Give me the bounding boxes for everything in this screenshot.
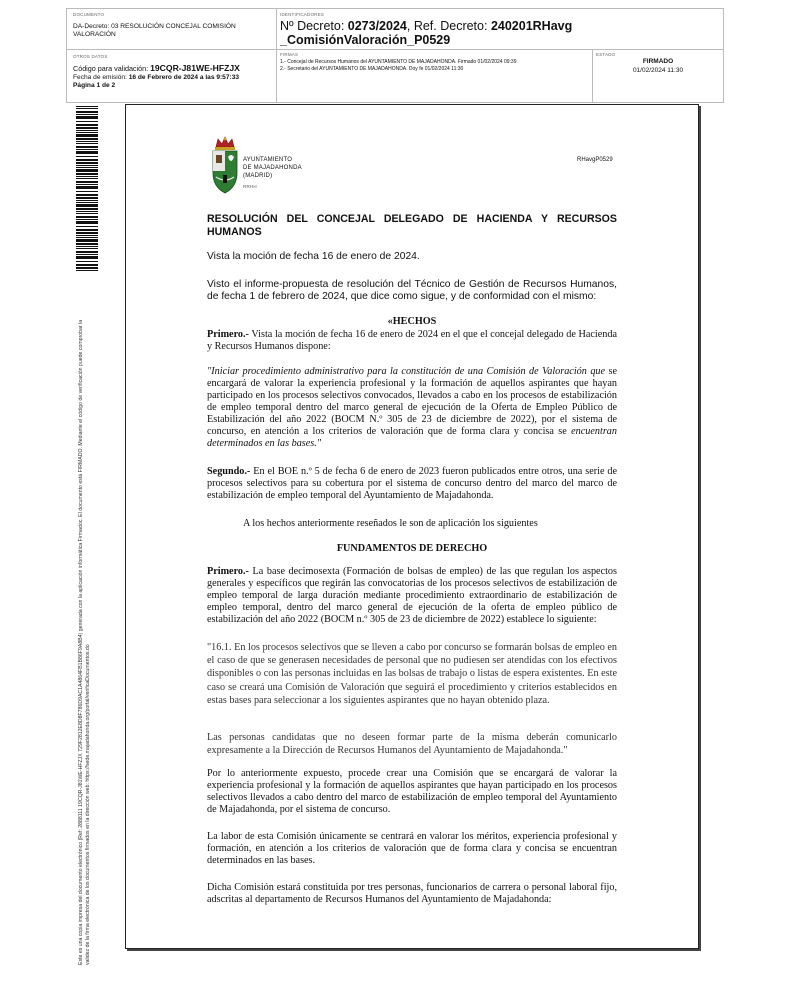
primero-label: Primero.- [207, 329, 249, 340]
estado-label: ESTADO [596, 52, 616, 57]
barcode-bar [76, 138, 98, 140]
segundo-text: En el BOE n.º 5 de fecha 6 de enero de 2023 fueron publicados entre otros, una serie de procesos selectivos para su cobertura por el sistema de concurso dentro del marco del marco de estabilización de empleo temporal del Ayuntamiento de Majadahonda. [207, 466, 617, 501]
barcode-bar [76, 219, 98, 220]
ref-prefix: , Ref. Decreto: [406, 19, 491, 33]
fundamentos-primero [207, 566, 617, 626]
barcode-bar [76, 156, 98, 157]
quote-italic-start: "Iniciar procedimiento administrativo para la constitución de una Comisión de Valoración que [207, 366, 606, 377]
quote-italic-end: encuentran determinados en las bases." [207, 426, 617, 449]
fundamentos-heading: FUNDAMENTOS DE DERECHO [336, 543, 488, 554]
reference-code: RHavgP0529 [577, 157, 613, 163]
barcode-bar [76, 194, 98, 196]
decreto-prefix: Nº Decreto: [280, 19, 348, 33]
paragraph-anteriormente: Por lo anteriormente expuesto, procede crear una Comisión que se encargará de valorar la experiencia profesional y la formación de aquellos aspirantes que hayan participado en los procesos selectivos llevados a cabo dentro del marco de estabilización de empleo temporal del Ayuntamiento de Majadahonda, por el sistema de concurso. [207, 768, 617, 815]
barcode-bar [76, 108, 98, 109]
paragraph-labor: La labor de esta Comisión únicamente se centrará en valorar los méritos, experiencia profesional y formación, en atención a los criterios de valoración que de forma clara y concisa se encuentran determinados en las bases. [207, 831, 617, 866]
barcode-bar [76, 106, 98, 107]
fecha-emision [73, 74, 239, 81]
barcode-bar [76, 132, 98, 133]
barcode-bar [76, 165, 98, 166]
barcode-bar [76, 186, 98, 189]
barcode-bar [76, 211, 98, 212]
firmas-label: FIRMAS [280, 52, 299, 57]
f-primero-label: Primero.- [207, 566, 249, 577]
barcode-bar [76, 216, 98, 218]
city-name [243, 156, 302, 191]
resolution-title: RESOLUCIÓN DEL CONCEJAL DELEGADO DE HACIENDA Y RECURSOS HUMANOS [207, 213, 617, 238]
paragraph-vista-mocion: Vista la moción de fecha 16 de enero de 2024. [207, 251, 420, 262]
hechos-segundo [207, 466, 617, 502]
barcode-bar [76, 202, 98, 203]
barcode-bar [76, 130, 98, 131]
barcode-bar [76, 162, 98, 164]
quote-base-decimosexta: "16.1. En los procesos selectivos que se lleven a cabo por concurso se formarán bolsas de empleo en el caso de que se generasen necesidades de personal que no pudiesen ser atendidas con los efectivos disponibles o con las personas incluidas en las bolsas de trabajo o listas de espera existentes. En este caso se creará una Comisión de Valoración que seguirá el procedimiento y criterios establecidos en estas bases para seleccionar a los siguientes aspirantes que no hayan obtenido plaza. [207, 642, 617, 706]
barcode-bar [76, 146, 98, 148]
primero-text: Vista la moción de fecha 16 de enero de 2024 en el que el concejal delegado de Hacienda y Recursos Humanos dispone: [207, 329, 617, 352]
barcode-bar [76, 208, 98, 210]
barcode-bar [76, 127, 98, 129]
barcode-bar [76, 229, 98, 231]
barcode-bar [76, 200, 98, 201]
barcode-bar [76, 178, 98, 179]
barcode-bar [76, 264, 98, 266]
ref-line2: _ComisiónValoración_P0529 [280, 33, 451, 47]
barcode-bar [76, 197, 98, 199]
barcode-bar [76, 159, 98, 161]
barcode-bar [76, 221, 98, 224]
quote-candidatas: Las personas candidatas que no deseen formar parte de la misma deberán comunicarlo expresamente a la Dirección de Recursos Humanos del Ayuntamiento de Majadahonda." [207, 732, 617, 757]
barcode-bar [76, 191, 98, 192]
barcode-bar [76, 237, 98, 238]
barcode-bar [76, 256, 98, 259]
barcode-bar [76, 251, 98, 253]
barcode-bar [76, 267, 98, 269]
city-line-2: DE MAJADAHONDA [243, 165, 302, 171]
documento-label: DOCUMENTO [73, 12, 105, 17]
quote-mocion [207, 366, 617, 450]
fecha-prefix: Fecha de emisión: [73, 74, 129, 81]
hechos-heading: «HECHOS [387, 316, 437, 327]
codigo-value: 19CQR-J81WE-HFZJX [150, 63, 240, 73]
documento-cell [67, 9, 277, 50]
barcode-bar [76, 213, 98, 214]
barcode-bar [76, 254, 98, 255]
codigo-validacion [73, 63, 240, 73]
documento-value: DA-Decreto: 03 RESOLUCIÓN CONCEJAL COMISIÓN VALORACIÓN [73, 23, 236, 38]
decreto-number: 0273/2024 [347, 19, 407, 33]
barcode-bar [76, 184, 98, 185]
decreto-line [280, 19, 572, 33]
barcode-bar [76, 173, 98, 175]
barcode-bar [76, 116, 98, 119]
identificadores-label: IDENTIFICADORES [280, 12, 325, 17]
identificadores-cell [277, 9, 723, 50]
barcode-bar [76, 243, 98, 245]
barcode-bar [76, 246, 98, 247]
barcode-bar [76, 248, 98, 249]
otros-datos-cell [67, 50, 277, 102]
barcode-bar [76, 232, 98, 234]
barcode-bar [76, 261, 98, 262]
firma-1: 1.- Concejal de Recursos Humanos del AYUNTAMIENTO DE MAJADAHONDA. Firmado 01/02/2024 09:39 [280, 59, 517, 65]
city-line-3: (MADRID) [243, 173, 273, 179]
barcode-bar [76, 181, 98, 183]
coat-of-arms-icon [210, 135, 240, 195]
estado-date: 01/02/2024 11:30 [632, 67, 684, 74]
barcode-bar [76, 143, 98, 144]
ref-value: 240201RHavg [490, 19, 573, 33]
barcode-bar [76, 226, 98, 227]
estado-value: FIRMADO [642, 58, 674, 65]
barcode-bar [76, 124, 98, 126]
barcode-bar [76, 141, 98, 142]
otros-label: OTROS DATOS [73, 54, 108, 59]
barcode-bar [76, 235, 98, 236]
firma-2: 2.- Secretario del AYUNTAMIENTO DE MAJADAHONDA. Doy fe 01/02/2024 11:30 [280, 66, 464, 72]
barcode-bar [76, 270, 98, 271]
barcode-bar [76, 151, 98, 154]
quote-body: se encargará de valorar la experiencia profesional y la formación de aquellos aspirantes que hayan participado en los procesos selectivos convocados, llevados a cabo en los procesos de estabilización de empleo temporal dentro del marco general de ejecución de la Oferta de Empleo Público de Estabilización del año 2022 (BOCM N.º 305 de 23 de diciembre de 2022), por el sistema de concurso, en atención a los criterios de valoración que de forma clara y concisa se [207, 366, 617, 437]
hechos-aplicacion: A los hechos anteriormente reseñados le son de aplicación los siguientes [243, 518, 538, 529]
barcode-bar [76, 204, 98, 207]
firmas-cell [277, 50, 593, 102]
barcode-bar [76, 121, 98, 122]
estado-cell [593, 50, 723, 102]
barcode-bar [76, 169, 98, 172]
side-verification-text: Este es una copia impresa del documento electrónico (Ref: 2888111 19CQR-J81WE-HFZJX 729F2812E8D8F786D9AC1A4864FB1B86F9A8B4) generada con la aplicación informática Firmadoc. El documento está FIRMADO. Mediante el código de verificación puede comprobar la validez de la firma electrónica de los documentos firmados en la dirección web: https://sede.majadahonda.org/portal/verificaDocumentos.do [78, 319, 91, 965]
barcode-bar [76, 239, 98, 242]
barcode-bar [76, 176, 98, 177]
city-line-1: AYUNTAMIENTO [243, 157, 293, 163]
barcode-bar [76, 114, 98, 115]
department: RRHH [243, 184, 257, 189]
codigo-prefix: Código para validación: [73, 64, 151, 73]
barcode-bar [76, 149, 98, 150]
barcode-bar [76, 111, 98, 113]
barcode-bar [76, 134, 98, 137]
fecha-value: 16 de Febrero de 2024 a las 9:57:33 [128, 74, 240, 81]
pagina: Página 1 de 2 [73, 82, 116, 89]
document-header [66, 8, 724, 103]
paragraph-dicha-comision: Dicha Comisión estará constituida por tres personas, funcionarios de carrera o personal laboral fijo, adscritas al departamento de Recursos Humanos del Ayuntamiento de Majadahonda: [207, 882, 617, 905]
hechos-primero [207, 329, 617, 353]
segundo-label: Segundo.- [207, 466, 251, 477]
f-primero-text: La base decimosexta (Formación de bolsas de empleo) de las que regulan los aspectos generales y específicos que regirán las convocatorias de los procesos selectivos de estabilización de empleo temporal de larga duración mediante procedimiento extraordinario de estabilización de empleo temporal, dentro del marco general de ejecución de la oferta de empleo público de estabilización del año 2022 (BOCM n.º 305 de 23 de diciembre de 2022) establece lo siguiente: [207, 566, 617, 625]
barcode [76, 106, 98, 274]
paragraph-visto-informe: Visto el informe-propuesta de resolución del Técnico de Gestión de Recursos Humanos, de fecha 1 de febrero de 2024, que dice como sigue, y de conformidad con el mismo: [207, 279, 617, 302]
barcode-bar [76, 167, 98, 168]
